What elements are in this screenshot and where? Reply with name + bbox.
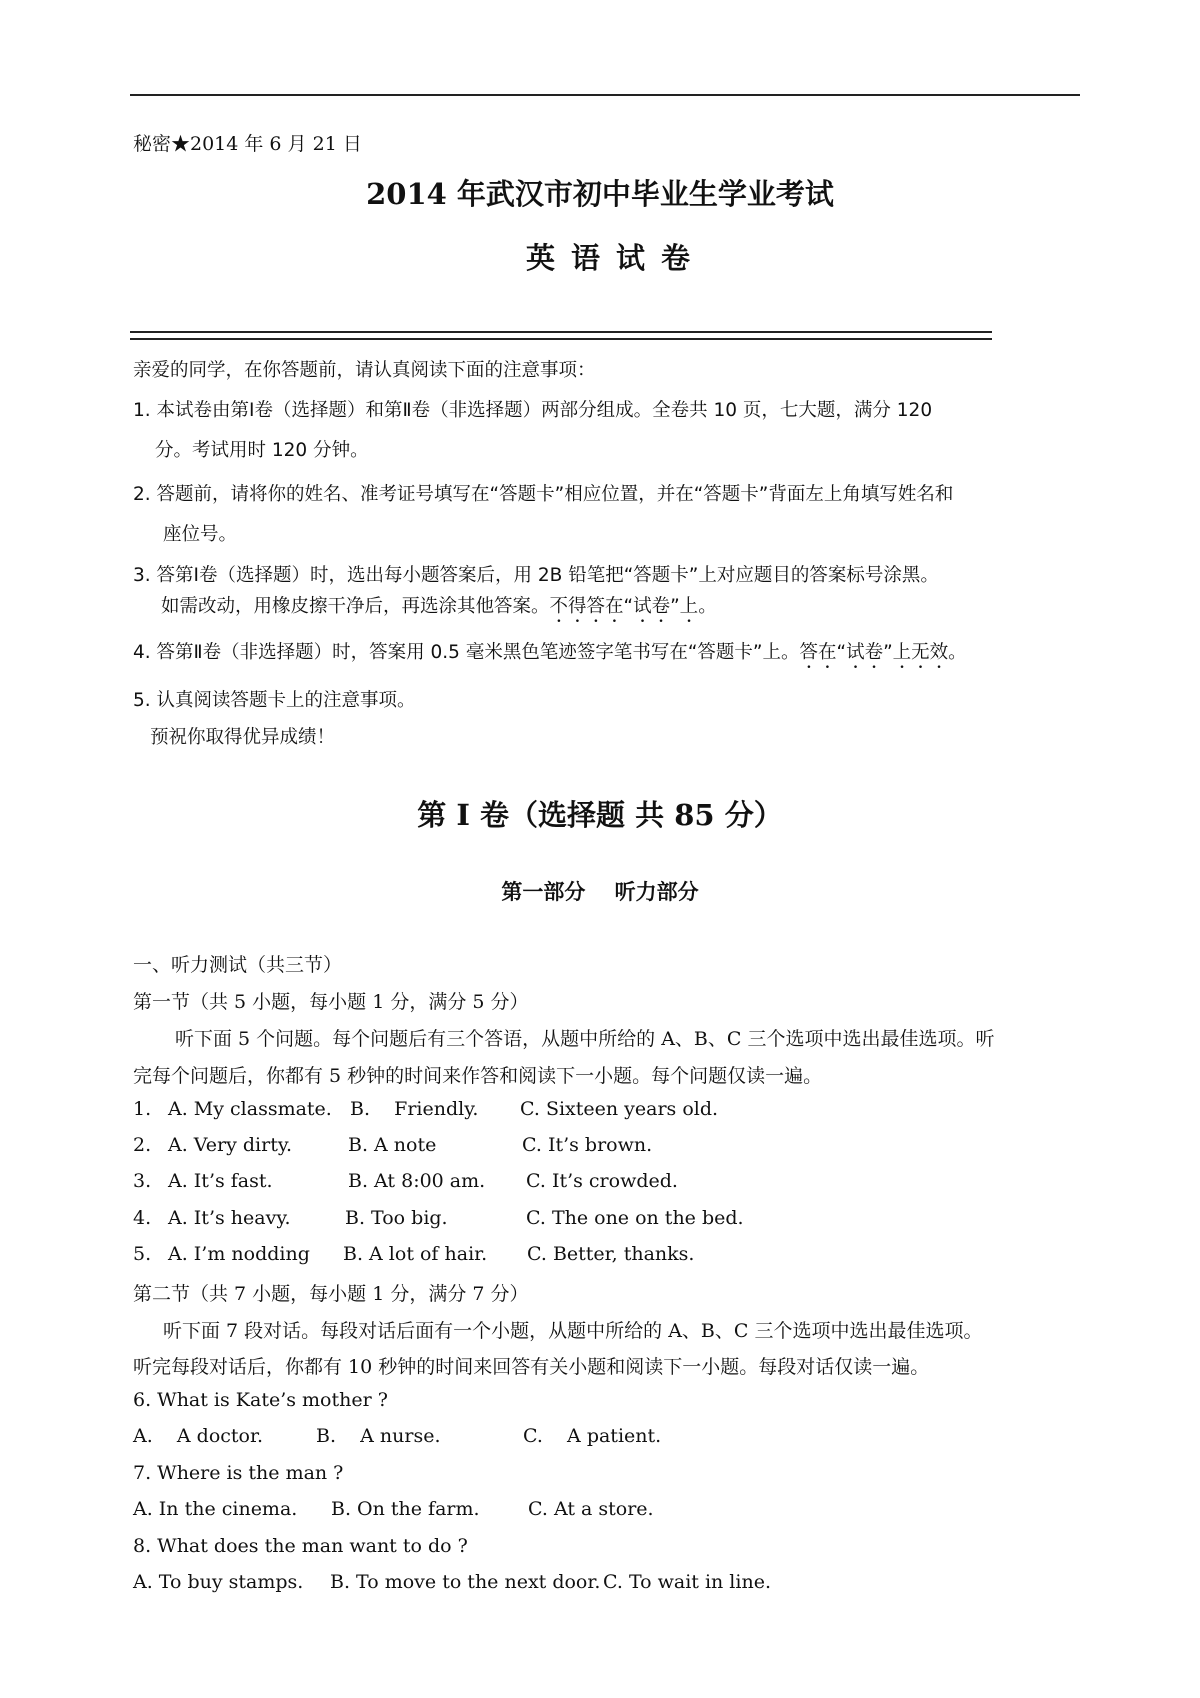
section-2-heading: 第二节（共 7 小题，每小题 1 分，满分 7 分）	[133, 1283, 529, 1305]
option-b: B. A note	[348, 1134, 437, 1156]
option-a: A. My classmate.	[168, 1098, 332, 1120]
option-c: C. To wait in line.	[603, 1571, 771, 1593]
notice-item-3-line-2	[161, 592, 717, 627]
question-number: 4.	[133, 1207, 152, 1229]
double-rule	[130, 331, 992, 340]
option-c: C. A patient.	[523, 1425, 662, 1447]
option-a: A. To buy stamps.	[133, 1571, 304, 1593]
option-a: A. Very dirty.	[168, 1134, 293, 1156]
option-a: A. I’m nodding	[168, 1243, 310, 1265]
option-c: C. Sixteen years old.	[520, 1098, 719, 1120]
notice-item-1-line-1: 1. 本试卷由第Ⅰ卷（选择题）和第Ⅱ卷（非选择题）两部分组成。全卷共 10 页，七大题，满分 120	[133, 400, 933, 421]
exam-subtitle: 英语试卷	[525, 241, 706, 275]
question-stem: 6. What is Kate’s mother ?	[133, 1389, 388, 1411]
option-a: A. It’s heavy.	[168, 1207, 291, 1229]
question-stem: 8. What does the man want to do ?	[133, 1535, 468, 1557]
option-c: C. It’s crowded.	[526, 1170, 678, 1192]
notice-wish: 预祝你取得优异成绩！	[150, 727, 336, 748]
option-c: C. At a store.	[528, 1498, 654, 1520]
option-a: A. It’s fast.	[168, 1170, 273, 1192]
question-number: 5.	[133, 1243, 152, 1265]
option-b: B. Friendly.	[350, 1098, 479, 1120]
notice-item-3-text: 如需改动，用橡皮擦干净后，再选涂其他答案。	[161, 596, 550, 617]
section-1-instruction-line-1: 听下面 5 个问题。每个问题后有三个答语，从题中所给的 A、B、C 三个选项中选出最佳选项。听	[175, 1028, 995, 1050]
notice-intro: 亲爱的同学，在你答题前，请认真阅读下面的注意事项：	[133, 360, 596, 381]
listening-heading: 一、听力测试（共三节）	[133, 954, 343, 976]
option-a: A. A doctor.	[133, 1425, 264, 1447]
option-a: A. In the cinema.	[133, 1498, 298, 1520]
section-1-instruction-line-2: 完每个问题后，你都有 5 秒钟的时间来作答和阅读下一小题。每个问题仅读一遍。	[133, 1065, 823, 1087]
secret-date-line: 秘密★2014 年 6 月 21 日	[133, 133, 362, 155]
question-stem: 7. Where is the man ?	[133, 1462, 344, 1484]
option-b: B. A nurse.	[316, 1425, 441, 1447]
option-b: B. Too big.	[345, 1207, 448, 1229]
question-number: 3.	[133, 1170, 152, 1192]
question-number: 2.	[133, 1134, 152, 1156]
option-b: B. A lot of hair.	[343, 1243, 488, 1265]
part-title: 第一部分 听力部分	[501, 879, 699, 904]
notice-item-4-text: 4. 答第Ⅱ卷（非选择题）时，答案用 0.5 毫米黑色笔迹签字笔书写在“答题卡”上。	[133, 642, 800, 663]
option-b: B. At 8:00 am.	[348, 1170, 486, 1192]
exam-title: 2014 年武汉市初中毕业生学业考试	[366, 177, 834, 211]
notice-item-3-end: 。	[698, 596, 717, 617]
notice-item-4	[133, 638, 967, 673]
top-rule	[130, 94, 1080, 96]
notice-item-4-emphasis: 答在“试卷”上无效	[799, 642, 949, 663]
section-title: 第 I 卷（选择题 共 85 分）	[417, 798, 783, 832]
notice-item-1-line-2: 分。考试用时 120 分钟。	[155, 440, 369, 461]
option-c: C. Better, thanks.	[527, 1243, 695, 1265]
notice-item-3-emphasis: 不得答在“试卷”上	[549, 596, 699, 617]
section-1-heading: 第一节（共 5 小题，每小题 1 分，满分 5 分）	[133, 991, 529, 1013]
option-c: C. The one on the bed.	[526, 1207, 744, 1229]
option-b: B. On the farm.	[331, 1498, 480, 1520]
section-2-instruction-line-1: 听下面 7 段对话。每段对话后面有一个小题，从题中所给的 A、B、C 三个选项中选出最佳选项。	[163, 1320, 983, 1342]
notice-item-2-line-2: 座位号。	[163, 524, 238, 545]
section-2-instruction-line-2: 听完每段对话后，你都有 10 秒钟的时间来回答有关小题和阅读下一小题。每段对话仅读一遍。	[133, 1356, 930, 1378]
option-c: C. It’s brown.	[522, 1134, 653, 1156]
notice-item-5: 5. 认真阅读答题卡上的注意事项。	[133, 690, 416, 711]
notice-item-2-line-1: 2. 答题前，请将你的姓名、准考证号填写在“答题卡”相应位置，并在“答题卡”背面左上角填写姓名和	[133, 484, 954, 505]
option-b: B. To move to the next door.	[330, 1571, 601, 1593]
notice-item-4-end: 。	[948, 642, 967, 663]
notice-item-3-line-1: 3. 答第Ⅰ卷（选择题）时，选出每小题答案后，用 2B 铅笔把“答题卡”上对应题目的答案标号涂黑。	[133, 565, 939, 586]
question-number: 1.	[133, 1098, 152, 1120]
